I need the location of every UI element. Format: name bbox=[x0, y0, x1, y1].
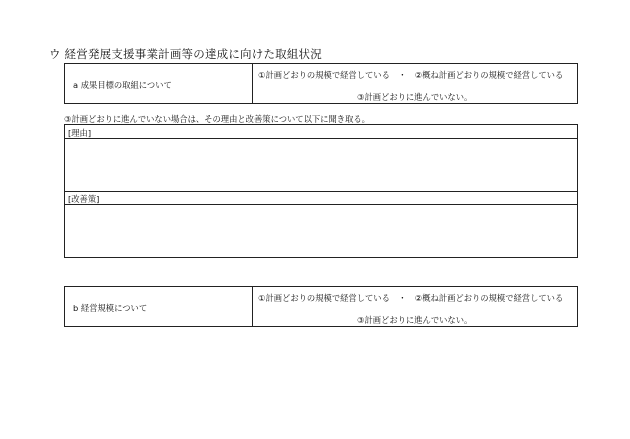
goal-status-options-line1: ①計画どおりの規模で経営している ・ ②概ね計画どおりの規模で経営している bbox=[258, 70, 564, 80]
followup-note: ③計画どおりに進んでいない場合は、その理由と改善策について以下に聞き取る。 bbox=[64, 114, 370, 124]
business-scale-table bbox=[64, 286, 578, 327]
goal-status-options-line2: ③計画どおりに進んでいない。 bbox=[357, 92, 473, 102]
section-title: ウ 経営発展支援事業計画等の達成に向けた取組状況 bbox=[49, 47, 322, 61]
improvement-field[interactable] bbox=[65, 205, 577, 257]
reason-improvement-table bbox=[64, 124, 578, 258]
business-scale-options-line2: ③計画どおりに進んでいない。 bbox=[357, 315, 473, 325]
business-scale-label: b 経営規模について bbox=[73, 303, 148, 313]
improvement-label: [改善策] bbox=[68, 194, 100, 204]
column-divider bbox=[252, 64, 253, 103]
goal-status-table bbox=[64, 63, 578, 104]
goal-status-label: a 成果目標の取組について bbox=[73, 80, 172, 90]
reason-label: [理由] bbox=[68, 128, 92, 138]
column-divider bbox=[252, 287, 253, 326]
row-divider bbox=[65, 191, 577, 192]
reason-field[interactable] bbox=[65, 139, 577, 191]
business-scale-options-line1: ①計画どおりの規模で経営している ・ ②概ね計画どおりの規模で経営している bbox=[258, 293, 564, 303]
